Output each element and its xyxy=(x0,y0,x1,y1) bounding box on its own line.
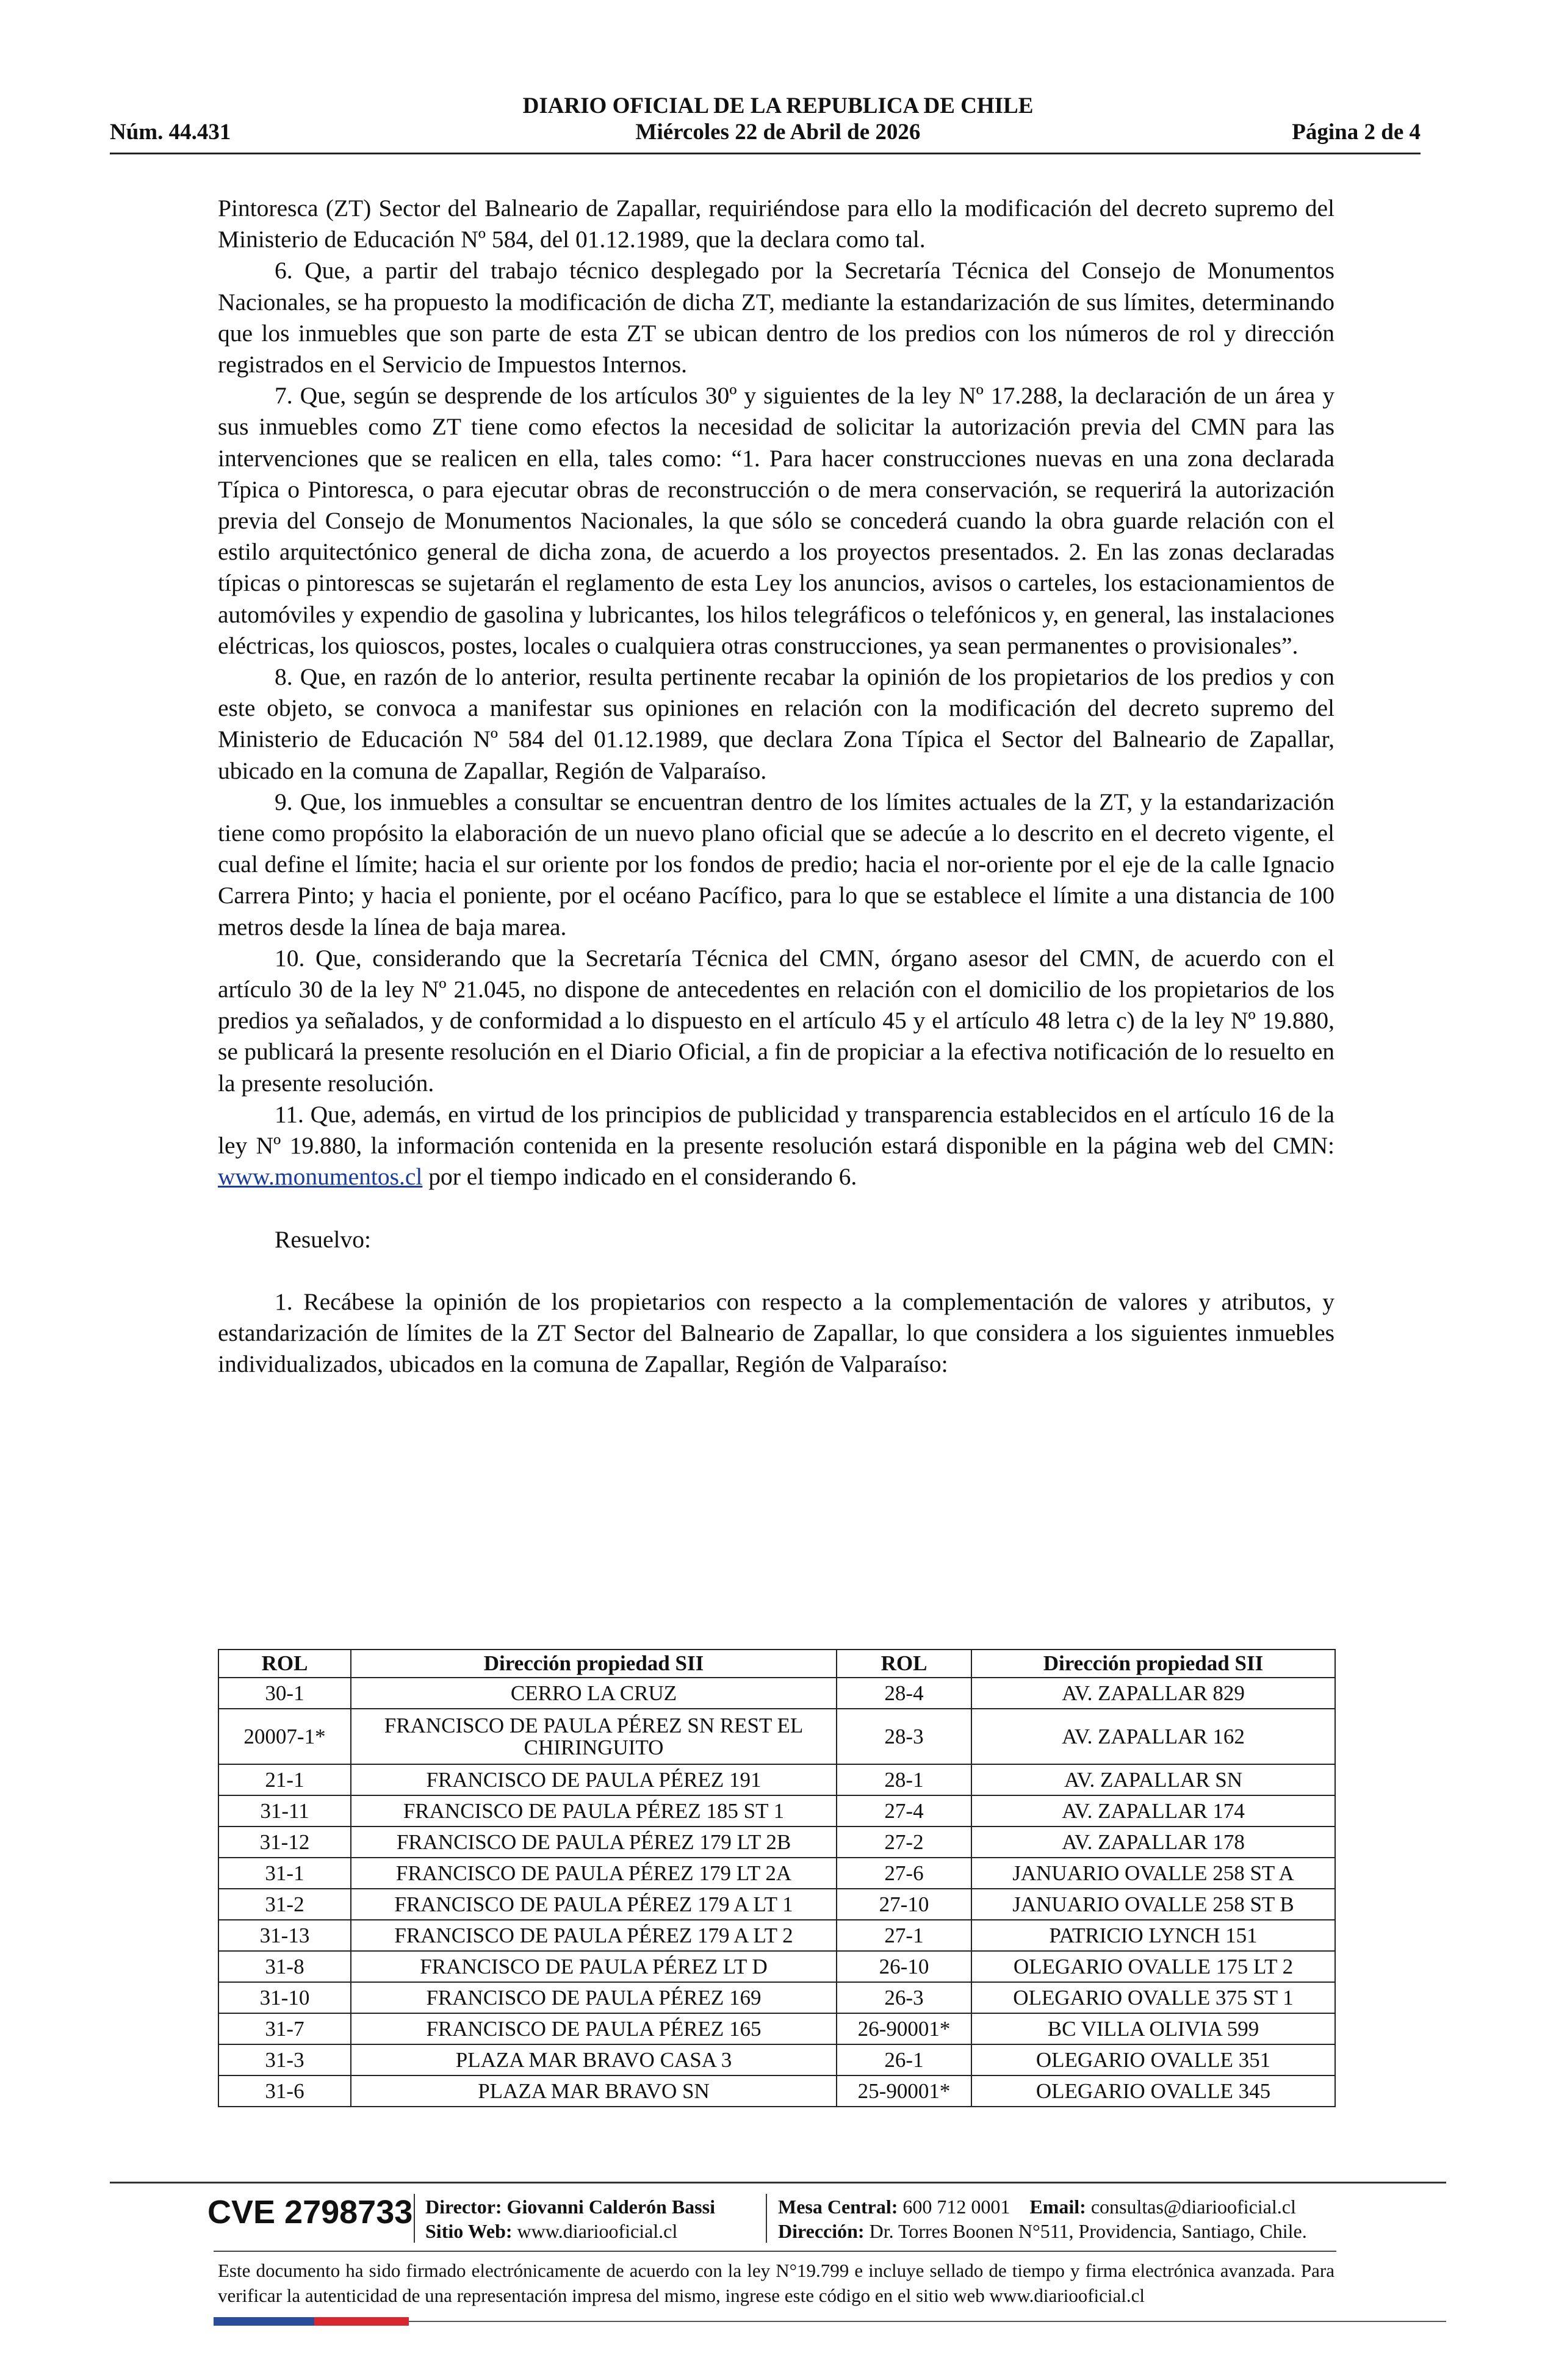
footer-director-block xyxy=(425,2194,715,2243)
cell-rol: 28-4 xyxy=(837,1678,971,1709)
cell-rol: 30-1 xyxy=(218,1678,351,1709)
cell-address: AV. ZAPALLAR 178 xyxy=(971,1826,1335,1858)
cell-rol: 31-10 xyxy=(218,1982,351,2013)
paragraph-10: 10. Que, considerando que la Secretaría Técnica del CMN, órgano asesor del CMN, de acuerdo con el artículo 30 de la ley Nº 21.045, no dispone de antecedentes en relación con el domicilio de los propietarios de los predios ya señalados, y de conformidad a lo dispuesto en el artículo 45 y el artículo 48 letra c) de la ley Nº 19.880, se publicará la presente resolución en el Diario Oficial, a fin de propiciar a la efectiva notificación de lo resuelto en la presente resolución. xyxy=(218,944,1334,1097)
cell-address: FRANCISCO DE PAULA PÉREZ 165 xyxy=(351,2013,837,2044)
footer-separator xyxy=(766,2194,767,2243)
cell-address: FRANCISCO DE PAULA PÉREZ 179 A LT 2 xyxy=(351,1920,837,1951)
address-value: Dr. Torres Boonen N°511, Providencia, Santiago, Chile. xyxy=(869,2220,1307,2242)
table-row xyxy=(218,1982,1335,2013)
cell-address: OLEGARIO OVALLE 375 ST 1 xyxy=(971,1982,1335,2013)
cell-address: FRANCISCO DE PAULA PÉREZ 169 xyxy=(351,1982,837,2013)
director-name: Giovanni Calderón Bassi xyxy=(506,2196,715,2218)
cell-rol: 31-2 xyxy=(218,1889,351,1920)
cell-rol: 28-1 xyxy=(837,1764,971,1795)
cell-rol: 31-12 xyxy=(218,1826,351,1858)
cell-address: PATRICIO LYNCH 151 xyxy=(971,1920,1335,1951)
cell-rol: 27-1 xyxy=(837,1920,971,1951)
cell-address: JANUARIO OVALLE 258 ST A xyxy=(971,1858,1335,1889)
table-row xyxy=(218,2013,1335,2044)
issue-number: Núm. 44.431 xyxy=(110,120,231,145)
cell-address: AV. ZAPALLAR SN xyxy=(971,1764,1335,1795)
cell-address: PLAZA MAR BRAVO SN xyxy=(351,2075,837,2107)
table-body xyxy=(218,1678,1335,2107)
paragraph-11 xyxy=(218,1099,1334,1193)
cell-rol: 31-13 xyxy=(218,1920,351,1951)
cell-address: FRANCISCO DE PAULA PÉREZ 179 LT 2A xyxy=(351,1858,837,1889)
table-row xyxy=(218,1858,1335,1889)
paragraph-6: 6. Que, a partir del trabajo técnico desplegado por la Secretaría Técnica del Consejo de Monumentos Nacionales, se ha propuesto la modificación de dicha ZT, mediante la estandarización de sus límites, determinando que los inmuebles que son parte de esta ZT se ubican dentro de los predios con los números de rol y dirección registrados en el Servicio de Impuestos Internos. xyxy=(218,257,1334,378)
legal-notice: Este documento ha sido firmado electrónicamente de acuerdo con la ley N°19.799 e incluye sellado de tiempo y firma electrónica avanzada. Para verificar la autenticidad de una representación impresa del mismo, ingrese este código en el sitio web www.diariooficial.cl xyxy=(218,2260,1334,2306)
cell-address: OLEGARIO OVALLE 345 xyxy=(971,2075,1335,2107)
footer-divider xyxy=(110,2182,1446,2183)
properties-table xyxy=(218,1649,1336,2107)
cell-rol: 31-6 xyxy=(218,2075,351,2107)
flag-bar-line xyxy=(409,2321,1446,2322)
footer-separator xyxy=(414,2194,415,2243)
cell-rol: 26-90001* xyxy=(837,2013,971,2044)
cell-address: FRANCISCO DE PAULA PÉREZ 179 LT 2B xyxy=(351,1826,837,1858)
cell-address: FRANCISCO DE PAULA PÉREZ 191 xyxy=(351,1764,837,1795)
cell-rol: 21-1 xyxy=(218,1764,351,1795)
director-label: Director: xyxy=(425,2196,502,2218)
cell-rol: 27-6 xyxy=(837,1858,971,1889)
cell-address: PLAZA MAR BRAVO CASA 3 xyxy=(351,2044,837,2075)
mesa-value: 600 712 0001 xyxy=(902,2196,1010,2218)
cell-rol: 31-1 xyxy=(218,1858,351,1889)
paragraph-continuation: Pintoresca (ZT) Sector del Balneario de Zapallar, requiriéndose para ello la modificación del decreto supremo del Ministerio de Educación Nº 584, del 01.12.1989, que la declara como tal. xyxy=(218,195,1334,253)
paragraph-11-end: por el tiempo indicado en el considerando 6. xyxy=(422,1163,857,1191)
cell-rol: 26-3 xyxy=(837,1982,971,2013)
column-header-rol: ROL xyxy=(218,1650,351,1678)
footer-contact-block xyxy=(778,2194,1307,2243)
cell-address: FRANCISCO DE PAULA PÉREZ SN REST EL CHIRINGUITO xyxy=(351,1709,837,1764)
issue-date: Miércoles 22 de Abril de 2026 xyxy=(635,120,921,145)
cell-rol: 26-1 xyxy=(837,2044,971,2075)
cell-address: FRANCISCO DE PAULA PÉREZ 185 ST 1 xyxy=(351,1795,837,1826)
flag-bar-red xyxy=(314,2317,409,2326)
table-row xyxy=(218,2075,1335,2107)
cmn-website-link[interactable]: www.monumentos.cl xyxy=(218,1163,423,1191)
paragraph-11-text: 11. Que, además, en virtud de los principios de publicidad y transparencia establecidos en el artículo 16 de la ley Nº 19.880, la información contenida en la presente resolución estará disponible en la página web del CMN: xyxy=(218,1100,1334,1159)
cell-rol: 27-10 xyxy=(837,1889,971,1920)
table-row xyxy=(218,1920,1335,1951)
cell-rol: 27-4 xyxy=(837,1795,971,1826)
table-row xyxy=(218,1889,1335,1920)
cell-rol: 27-2 xyxy=(837,1826,971,1858)
cell-address: FRANCISCO DE PAULA PÉREZ LT D xyxy=(351,1951,837,1982)
table-row xyxy=(218,1709,1335,1764)
cell-address: AV. ZAPALLAR 829 xyxy=(971,1678,1335,1709)
web-label: Sitio Web: xyxy=(425,2220,513,2242)
paragraph-8: 8. Que, en razón de lo anterior, resulta pertinente recabar la opinión de los propietarios de los predios y con este objeto, se convoca a manifestar sus opiniones en relación con la modificación del decreto supremo del Ministerio de Educación Nº 584 del 01.12.1989, que declara Zona Típica el Sector del Balneario de Zapallar, ubicado en la comuna de Zapallar, Región de Valparaíso. xyxy=(218,663,1334,784)
table-row xyxy=(218,1951,1335,1982)
cell-address: OLEGARIO OVALLE 175 LT 2 xyxy=(971,1951,1335,1982)
cell-address: FRANCISCO DE PAULA PÉREZ 179 A LT 1 xyxy=(351,1889,837,1920)
table-row xyxy=(218,2044,1335,2075)
column-header-address: Dirección propiedad SII xyxy=(971,1650,1335,1678)
footer-divider-2 xyxy=(214,2251,1336,2252)
email-value[interactable]: consultas@diariooficial.cl xyxy=(1090,2196,1296,2218)
table-header-row xyxy=(218,1650,1335,1678)
resolution-item-1: 1. Recábese la opinión de los propietarios con respecto a la complementación de valores y atributos, y estandarización de límites de la ZT Sector del Balneario de Zapallar, lo que considera a los siguientes inmuebles individualizados, ubicados en la comuna de Zapallar, Región de Valparaíso: xyxy=(218,1288,1334,1378)
cell-rol: 25-90001* xyxy=(837,2075,971,2107)
cell-rol: 31-8 xyxy=(218,1951,351,1982)
cell-address: AV. ZAPALLAR 162 xyxy=(971,1709,1335,1764)
web-value[interactable]: www.diariooficial.cl xyxy=(517,2220,678,2242)
journal-title: DIARIO OFICIAL DE LA REPUBLICA DE CHILE xyxy=(522,93,1034,118)
cell-address: JANUARIO OVALLE 258 ST B xyxy=(971,1889,1335,1920)
paragraph-9: 9. Que, los inmuebles a consultar se encuentran dentro de los límites actuales de la ZT, y la estandarización tiene como propósito la elaboración de un nuevo plano oficial que se adecúe a lo descrito en el decreto vigente, el cual define el límite; hacia el sur oriente por los fondos de predio; hacia el nor-oriente por el eje de la calle Ignacio Carrera Pinto; y hacia el poniente, por el océano Pacífico, para lo que se establece el límite a una distancia de 100 metros desde la línea de baja marea. xyxy=(218,788,1334,940)
document-body xyxy=(218,193,1334,1380)
cell-address: AV. ZAPALLAR 174 xyxy=(971,1795,1335,1826)
flag-bar-blue xyxy=(214,2317,314,2326)
page-indicator: Página 2 de 4 xyxy=(1292,120,1421,145)
cell-rol: 28-3 xyxy=(837,1709,971,1764)
table-row xyxy=(218,1764,1335,1795)
cell-rol: 31-7 xyxy=(218,2013,351,2044)
mesa-label: Mesa Central: xyxy=(778,2196,898,2218)
table-row xyxy=(218,1678,1335,1709)
cell-address: OLEGARIO OVALLE 351 xyxy=(971,2044,1335,2075)
column-header-rol: ROL xyxy=(837,1650,971,1678)
address-label: Dirección: xyxy=(778,2220,865,2242)
resuelvo-heading: Resuelvo: xyxy=(275,1225,371,1253)
header-divider xyxy=(110,153,1421,154)
cell-rol: 26-10 xyxy=(837,1951,971,1982)
cve-code: CVE 2798733 xyxy=(207,2194,413,2230)
table-row xyxy=(218,1826,1335,1858)
cell-rol: 20007-1* xyxy=(218,1709,351,1764)
cell-rol: 31-3 xyxy=(218,2044,351,2075)
column-header-address: Dirección propiedad SII xyxy=(351,1650,837,1678)
email-label: Email: xyxy=(1029,2196,1086,2218)
paragraph-7: 7. Que, según se desprende de los artículos 30º y siguientes de la ley Nº 17.288, la declaración de un área y sus inmuebles como ZT tiene como efectos la necesidad de solicitar la autorización previa del CMN para las intervenciones que se realicen en ella, tales como: “1. Para hacer construcciones nuevas en una zona declarada Típica o Pintoresca, o para ejecutar obras de reconstrucción o de mera conservación, se requerirá la autorización previa del Consejo de Monumentos Nacionales, la que sólo se concederá cuando la obra guarde relación con el estilo arquitectónico general de dicha zona, de acuerdo a los proyectos presentados. 2. En las zonas declaradas típicas o pintorescas se sujetarán el reglamento de esta Ley los anuncios, avisos o carteles, los estacionamientos de automóviles y expendio de gasolina y lubricantes, los hilos telegráficos o telefónicos y, en general, las instalaciones eléctricas, los quioscos, postes, locales o cualquiera otras construcciones, ya sean permanentes o provisionales”. xyxy=(218,382,1334,659)
cell-address: BC VILLA OLIVIA 599 xyxy=(971,2013,1335,2044)
table-row xyxy=(218,1795,1335,1826)
cell-rol: 31-11 xyxy=(218,1795,351,1826)
cell-address: CERRO LA CRUZ xyxy=(351,1678,837,1709)
